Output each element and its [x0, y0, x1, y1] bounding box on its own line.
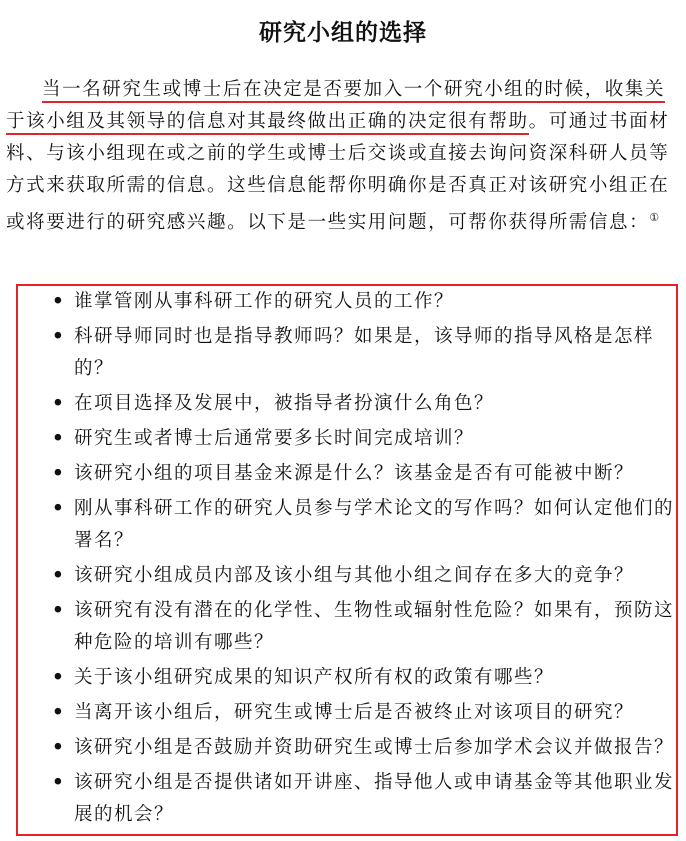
- bullet-icon: •: [52, 326, 66, 347]
- question-text: 在项目选择及发展中，被指导者扮演什么角色？: [74, 393, 495, 414]
- question-text: 该研究小组的项目基金来源是什么？该基金是否有可能被中断？: [74, 463, 635, 484]
- question-item: [52, 321, 682, 385]
- bullet-icon: •: [52, 393, 66, 414]
- question-text: 该研究小组是否提供诸如开讲座、指导他人或申请基金等其他职业发展的机会？: [74, 772, 675, 825]
- question-item: [52, 560, 682, 592]
- question-text: 当离开该小组后，研究生或博士后是否被终止对该项目的研究？: [74, 702, 635, 723]
- underlined-sentence-part1: 当一名研究生或博士后在决定是否要加入一个研究小组的时候，收集: [42, 79, 645, 103]
- question-text: 该研究小组是否鼓励并资助研究生或博士后参加学术会议并做报告？: [74, 737, 675, 758]
- intro-text: [6, 74, 682, 239]
- question-text: 谁掌管刚从事科研工作的研究人员的工作？: [74, 291, 455, 312]
- page-title: 研究小组的选择: [259, 20, 427, 46]
- bullet-icon: •: [52, 600, 66, 621]
- question-item: [52, 697, 682, 729]
- question-text: 研究生或者博士后通常要多长时间完成培训？: [74, 428, 475, 449]
- question-text: 刚从事科研工作的研究人员参与学术论文的写作吗？如何认定他们的署名？: [74, 498, 675, 551]
- question-item: [52, 767, 682, 831]
- intro-paragraph: [6, 74, 682, 239]
- bullet-icon: •: [52, 702, 66, 723]
- bullet-icon: •: [52, 291, 66, 312]
- bullet-icon: •: [52, 667, 66, 688]
- question-item: [52, 493, 682, 557]
- question-text: 科研导师同时也是指导教师吗？如果是，该导师的指导风格是怎样的？: [74, 326, 655, 379]
- question-item: [52, 662, 682, 694]
- question-text: 该研究小组成员内部及该小组与其他小组之间存在多大的竞争？: [74, 565, 635, 586]
- question-item: [52, 732, 682, 764]
- question-item: [52, 595, 682, 659]
- question-item: [52, 286, 682, 318]
- question-list: [52, 286, 682, 834]
- footnote-mark: ①: [649, 211, 660, 224]
- question-text: 该研究有没有潜在的化学性、生物性或辐射性危险？如果有，预防这种危险的培训有哪些？: [74, 600, 675, 653]
- bullet-icon: •: [52, 428, 66, 449]
- question-item: [52, 458, 682, 490]
- question-item: [52, 423, 682, 455]
- bullet-icon: •: [52, 463, 66, 484]
- underlined-sentence-part2: 关于该小组及其领导的信息对其最终做出正确的决定很有帮助: [6, 79, 665, 135]
- question-text: 关于该小组研究成果的知识产权所有权的政策有哪些？: [74, 667, 555, 688]
- bullet-icon: •: [52, 498, 66, 519]
- intro-rest: 。可通过书面材料、与该小组现在或之前的学生或博士后交谈或直接去询问资深科研人员等方式来获取所需的信息。这些信息能帮你明确你是否真正对该研究小组正在或将要进行的研究感兴趣。以下是一些实用问题，可帮你获得所需信息：: [6, 111, 670, 234]
- question-item: [52, 388, 682, 420]
- bullet-icon: •: [52, 772, 66, 793]
- bullet-icon: •: [52, 565, 66, 586]
- bullet-icon: •: [52, 737, 66, 758]
